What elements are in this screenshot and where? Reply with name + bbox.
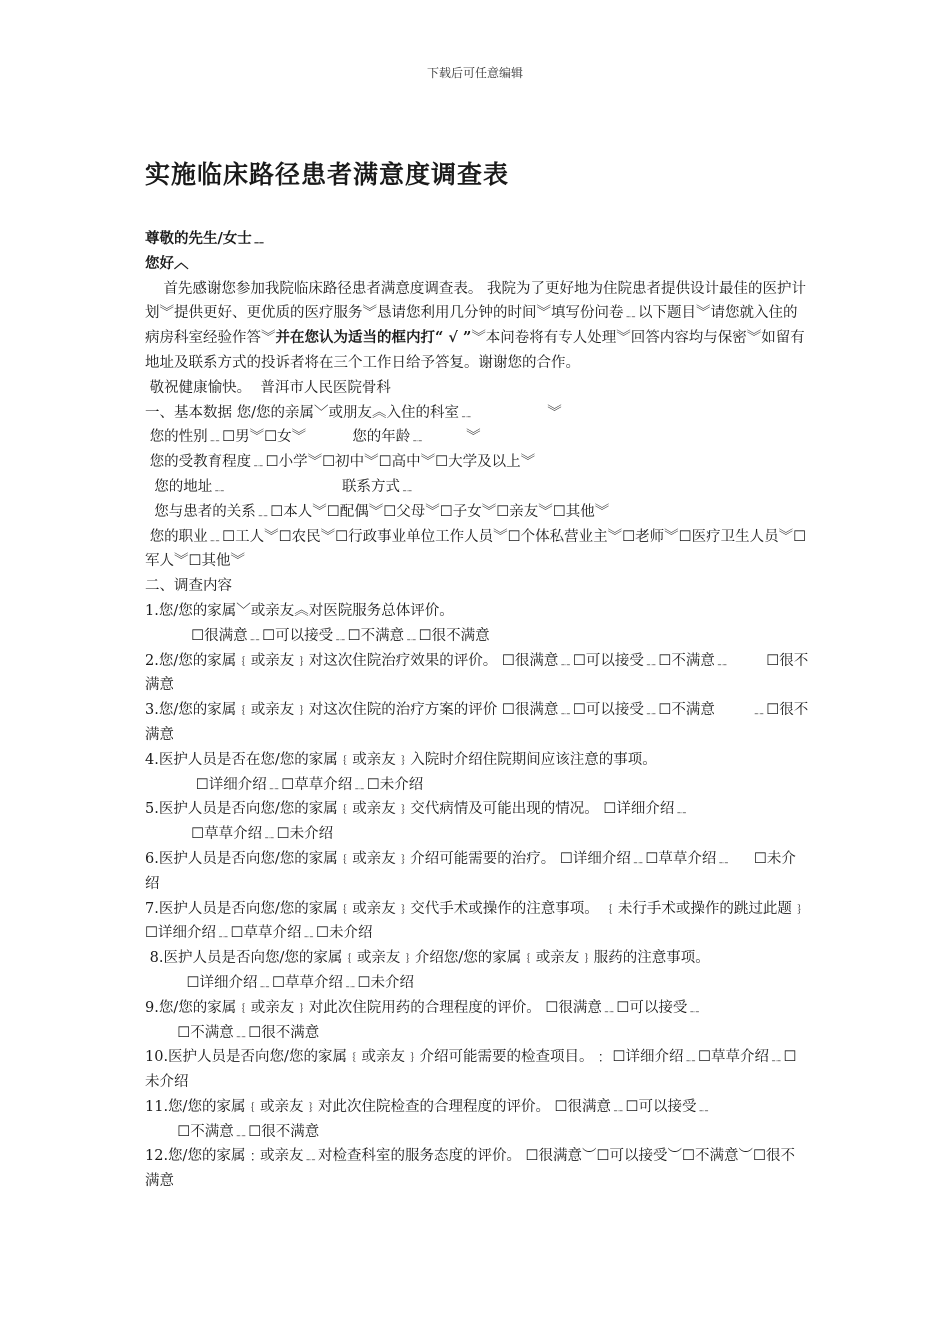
survey-line: 敬祝健康愉快。 普洱市人民医院骨科 <box>145 379 391 396</box>
intro-text-bold: 并在您认为适当的框内打“ √ ” <box>275 329 472 347</box>
intro-paragraph <box>145 277 809 376</box>
survey-line: ☐很满意﹎☐可以接受﹎☐不满意﹎☐很不满意 <box>145 627 490 644</box>
page-header: 下载后可任意编辑 <box>426 66 523 80</box>
survey-line: ☐不满意﹎☐很不满意 <box>145 1024 320 1041</box>
survey-line: 9.您/您的家属﹛或亲友﹜对此次住院用药的合理程度的评价。 ☐很满意﹎☐可以接受﹎ <box>145 999 702 1016</box>
survey-line: 12.您/您的家属﹕或亲友﹎对检查科室的服务态度的评价。 ☐很满意︶☐可以接受︶☐不满意︶☐很不满意 <box>145 1148 796 1190</box>
survey-line: 11.您/您的家属﹛或亲友﹜对此次住院检查的合理程度的评价。 ☐很满意﹎☐可以接受﹎ <box>145 1098 712 1115</box>
survey-line: 6.医护人员是否向您/您的家属﹛或亲友﹜介绍可能需要的治疗。 ☐详细介绍﹎☐草草介绍﹎ ☐未介绍 <box>145 850 796 892</box>
intro-text-end: ︾本问卷将有专人处理︾回答内容均与保密︾如留有地址及联系方式的投诉者将在三个工作日给予答复。谢谢您的合作。 <box>145 330 805 371</box>
survey-line: 您的受教育程度﹎☐小学︾☐初中︾☐高中︾☐大学及以上︾ <box>145 454 536 471</box>
document-title: 实施临床路径患者满意度调查表 <box>145 160 510 189</box>
document-body <box>145 155 809 1194</box>
survey-line: 1.您/您的家属﹀或亲友︽对医院服务总体评价。 <box>145 602 454 619</box>
survey-line: 10.医护人员是否向您/您的家属﹛或亲友﹜介绍可能需要的检查项目。﹕ ☐详细介绍﹎☐草草介绍﹎☐未介绍 <box>145 1049 797 1091</box>
survey-line: 5.医护人员是否向您/您的家属﹛或亲友﹜交代病情及可能出现的情况。 ☐详细介绍﹎ <box>145 801 689 818</box>
survey-line: 3.您/您的家属﹛或亲友﹜对这次住院的治疗方案的评价 ☐很满意﹎☐可以接受﹎☐不满意 ﹎☐很不满意 <box>145 702 809 743</box>
survey-line: 一、基本数据 您/您的亲属﹀或朋友︽入住的科室﹎ ︾ <box>145 404 562 421</box>
intro-text-start: 首先感谢您参加我院临床路径患者满意度调查表。 我院为了更好地为住院患者提供设计最佳的医护计划︾提供更好、更优质的医疗服务︾恳请您利用几分钟的时间︾填写份问卷﹎以下题目︾请您就入住的病房科室经验作答︾ <box>145 280 807 347</box>
greeting-line: 尊敬的先生/女士﹎ <box>145 230 267 247</box>
survey-line: 您的地址﹎ 联系方式﹎ <box>145 478 415 495</box>
survey-line: 您的职业﹎☐工人︾☐农民︾☐行政事业单位工作人员︾☐个体私营业主︾☐老师︾☐医疗卫生人员︾☐军人︾☐其他︾ <box>145 528 807 570</box>
hello-line: 您好︿ <box>145 254 189 272</box>
survey-line: 二、调查内容 <box>145 578 232 595</box>
survey-line: 4.医护人员是否在您/您的家属﹛或亲友﹜入院时介绍住院期间应该注意的事项。 <box>145 751 657 768</box>
survey-lines <box>145 376 809 1194</box>
survey-line: 8.医护人员是否向您/您的家属﹛或亲友﹜介绍您/您的家属﹛或亲友﹜服药的注意事项。 <box>145 950 710 967</box>
survey-line: ☐详细介绍﹎☐草草介绍﹎☐未介绍 <box>145 776 424 793</box>
survey-line: 2.您/您的家属﹛或亲友﹜对这次住院治疗效果的评价。 ☐很满意﹎☐可以接受﹎☐不满意﹎ ☐很不满意 <box>145 652 809 694</box>
survey-line: ☐不满意﹎☐很不满意 <box>145 1123 320 1140</box>
survey-line: ☐详细介绍﹎☐草草介绍﹎☐未介绍 <box>145 974 414 991</box>
survey-line: ☐草草介绍﹎☐未介绍 <box>145 826 334 843</box>
survey-line: 7.医护人员是否向您/您的家属﹛或亲友﹜交代手术或操作的注意事项。 ﹛未行手术或操作的跳过此题﹜ ☐详细介绍﹎☐草草介绍﹎☐未介绍 <box>145 900 811 942</box>
survey-line: 您的性别﹎☐男︾☐女︾ 您的年龄﹎ ︾ <box>145 429 481 446</box>
survey-line: 您与患者的关系﹎☐本人︾☐配偶︾☐父母︾☐子女︾☐亲友︾☐其他︾ <box>145 503 610 520</box>
